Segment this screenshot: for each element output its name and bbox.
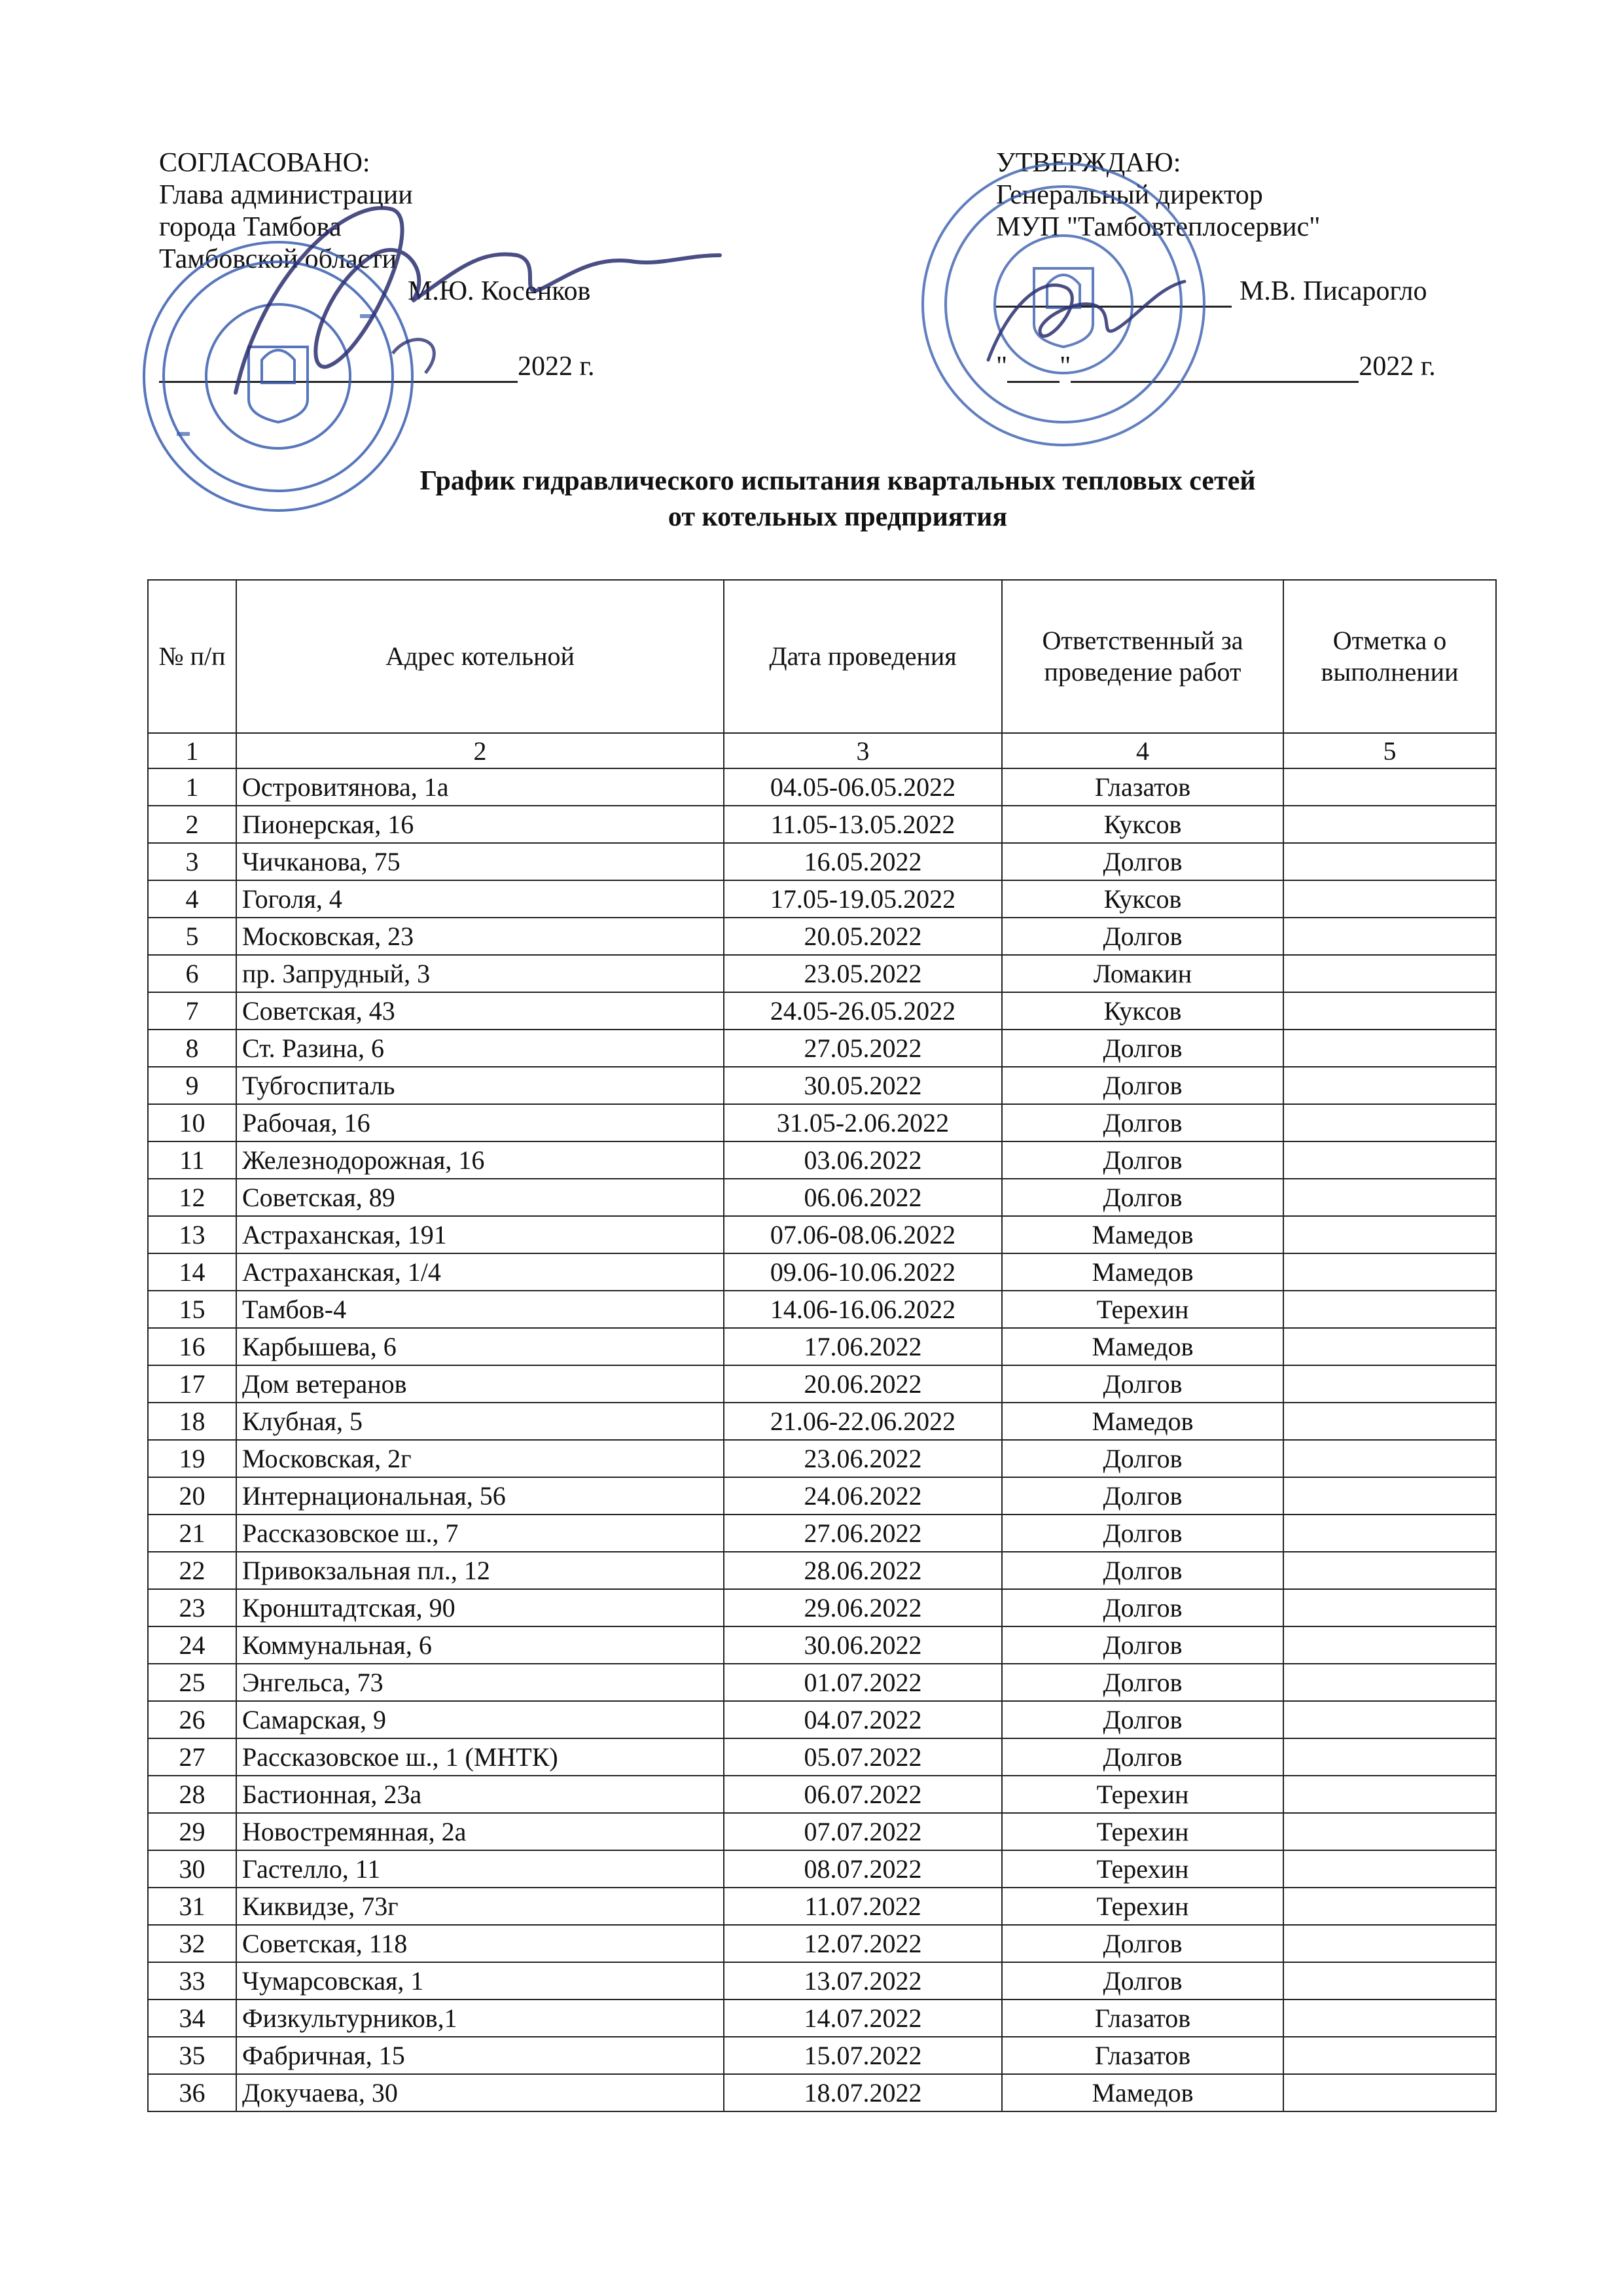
row-address-cell: Докучаева, 30: [236, 2074, 724, 2111]
row-address-cell: Гастелло, 11: [236, 1850, 724, 1888]
table-row: [148, 1477, 1496, 1515]
row-number-cell: 31: [148, 1888, 236, 1925]
row-number-cell: 33: [148, 1962, 236, 2000]
confirmation-date-prefix: ": [996, 351, 1008, 382]
row-mark-cell: [1283, 1291, 1496, 1328]
row-responsible-cell: Долгов: [1002, 1701, 1283, 1738]
table-row: [148, 1515, 1496, 1552]
row-address-cell: Фабричная, 15: [236, 2037, 724, 2074]
row-responsible-cell: Долгов: [1002, 1925, 1283, 1962]
confirmation-position-line1: Генеральный директор: [996, 180, 1263, 210]
confirmation-heading: УТВЕРЖДАЮ:: [996, 148, 1181, 178]
table-row: [148, 1738, 1496, 1776]
table-row: [148, 918, 1496, 955]
row-responsible-cell: Долгов: [1002, 1365, 1283, 1403]
row-address-cell: Новостремянная, 2а: [236, 1813, 724, 1850]
row-date-cell: 07.07.2022: [724, 1813, 1002, 1850]
row-responsible-cell: Терехин: [1002, 1850, 1283, 1888]
row-date-cell: 16.05.2022: [724, 843, 1002, 880]
table-row: [148, 1403, 1496, 1440]
table-row: [148, 1626, 1496, 1664]
row-address-cell: Рабочая, 16: [236, 1104, 724, 1141]
row-address-cell: Коммунальная, 6: [236, 1626, 724, 1664]
table-row: [148, 1291, 1496, 1328]
row-responsible-cell: Долгов: [1002, 918, 1283, 955]
table-row: [148, 1104, 1496, 1141]
confirmation-date-mid: ": [1060, 351, 1071, 382]
row-mark-cell: [1283, 1552, 1496, 1589]
row-address-cell: Чумарсовская, 1: [236, 1962, 724, 2000]
row-number-cell: 35: [148, 2037, 236, 2074]
row-mark-cell: [1283, 1515, 1496, 1552]
confirmation-position-line2: МУП "Тамбовтеплосервис": [996, 212, 1321, 242]
row-mark-cell: [1283, 806, 1496, 843]
table-row: [148, 1216, 1496, 1253]
table-row: [148, 1664, 1496, 1701]
row-responsible-cell: Куксов: [1002, 880, 1283, 918]
header-date: Дата проведения: [724, 580, 1002, 733]
row-address-cell: Советская, 118: [236, 1925, 724, 1962]
row-number-cell: 4: [148, 880, 236, 918]
row-address-cell: Физкультурников,1: [236, 2000, 724, 2037]
row-date-cell: 06.07.2022: [724, 1776, 1002, 1813]
approval-heading: СОГЛАСОВАНО:: [159, 148, 370, 178]
row-responsible-cell: Глазатов: [1002, 768, 1283, 806]
row-date-cell: 17.06.2022: [724, 1328, 1002, 1365]
row-number-cell: 8: [148, 1030, 236, 1067]
row-responsible-cell: Долгов: [1002, 1141, 1283, 1179]
row-address-cell: Пионерская, 16: [236, 806, 724, 843]
row-date-cell: 17.05-19.05.2022: [724, 880, 1002, 918]
title-line1: График гидравлического испытания квартальных тепловых сетей: [419, 466, 1256, 496]
approval-date-suffix: 2022 г.: [518, 351, 595, 382]
row-responsible-cell: Долгов: [1002, 843, 1283, 880]
row-date-cell: 27.06.2022: [724, 1515, 1002, 1552]
row-address-cell: Интернациональная, 56: [236, 1477, 724, 1515]
column-number-3: 3: [724, 733, 1002, 768]
row-address-cell: Дом ветеранов: [236, 1365, 724, 1403]
row-responsible-cell: Долгов: [1002, 1515, 1283, 1552]
header-number: № п/п: [148, 580, 236, 733]
row-mark-cell: [1283, 1179, 1496, 1216]
row-mark-cell: [1283, 1664, 1496, 1701]
header-mark: Отметка о выполнении: [1283, 580, 1496, 733]
row-address-cell: Чичканова, 75: [236, 843, 724, 880]
row-date-cell: 11.07.2022: [724, 1888, 1002, 1925]
row-date-cell: 21.06-22.06.2022: [724, 1403, 1002, 1440]
row-date-cell: 15.07.2022: [724, 2037, 1002, 2074]
row-number-cell: 1: [148, 768, 236, 806]
row-date-cell: 24.05-26.05.2022: [724, 992, 1002, 1030]
approval-position-line3: Тамбовской области: [159, 244, 397, 274]
approval-position-line2: города Тамбова: [159, 212, 342, 242]
row-address-cell: Астраханская, 1/4: [236, 1253, 724, 1291]
row-address-cell: Самарская, 9: [236, 1701, 724, 1738]
row-address-cell: Гоголя, 4: [236, 880, 724, 918]
table-row: [148, 1850, 1496, 1888]
row-number-cell: 20: [148, 1477, 236, 1515]
table-column-numbers-row: [148, 733, 1496, 768]
table-row: [148, 1701, 1496, 1738]
row-responsible-cell: Долгов: [1002, 1477, 1283, 1515]
row-responsible-cell: Долгов: [1002, 1664, 1283, 1701]
row-responsible-cell: Терехин: [1002, 1813, 1283, 1850]
row-responsible-cell: Долгов: [1002, 1440, 1283, 1477]
row-mark-cell: [1283, 1253, 1496, 1291]
table-row: [148, 1067, 1496, 1104]
table-row: [148, 2037, 1496, 2074]
row-mark-cell: [1283, 1440, 1496, 1477]
row-responsible-cell: Терехин: [1002, 1888, 1283, 1925]
row-date-cell: 09.06-10.06.2022: [724, 1253, 1002, 1291]
row-number-cell: 30: [148, 1850, 236, 1888]
row-number-cell: 24: [148, 1626, 236, 1664]
row-number-cell: 6: [148, 955, 236, 992]
row-number-cell: 7: [148, 992, 236, 1030]
column-number-5: 5: [1283, 733, 1496, 768]
row-address-cell: Рассказовское ш., 7: [236, 1515, 724, 1552]
row-number-cell: 36: [148, 2074, 236, 2111]
approval-signer: М.Ю. Косенков: [408, 276, 591, 306]
row-date-cell: 29.06.2022: [724, 1589, 1002, 1626]
row-responsible-cell: Долгов: [1002, 1738, 1283, 1776]
row-responsible-cell: Долгов: [1002, 1067, 1283, 1104]
table-row: [148, 806, 1496, 843]
table-row: [148, 1253, 1496, 1291]
row-date-cell: 14.06-16.06.2022: [724, 1291, 1002, 1328]
row-mark-cell: [1283, 1141, 1496, 1179]
row-date-cell: 06.06.2022: [724, 1179, 1002, 1216]
row-date-cell: 14.07.2022: [724, 2000, 1002, 2037]
row-date-cell: 23.06.2022: [724, 1440, 1002, 1477]
row-date-cell: 08.07.2022: [724, 1850, 1002, 1888]
header-responsible: Ответственный за проведение работ: [1002, 580, 1283, 733]
row-date-cell: 13.07.2022: [724, 1962, 1002, 2000]
column-number-1: 1: [148, 733, 236, 768]
row-responsible-cell: Куксов: [1002, 806, 1283, 843]
row-responsible-cell: Долгов: [1002, 1030, 1283, 1067]
row-responsible-cell: Куксов: [1002, 992, 1283, 1030]
row-number-cell: 26: [148, 1701, 236, 1738]
row-mark-cell: [1283, 1216, 1496, 1253]
row-number-cell: 13: [148, 1216, 236, 1253]
row-address-cell: Клубная, 5: [236, 1403, 724, 1440]
row-responsible-cell: Глазатов: [1002, 2000, 1283, 2037]
row-number-cell: 2: [148, 806, 236, 843]
table-row: [148, 2000, 1496, 2037]
row-number-cell: 14: [148, 1253, 236, 1291]
row-date-cell: 11.05-13.05.2022: [724, 806, 1002, 843]
row-mark-cell: [1283, 1962, 1496, 2000]
row-responsible-cell: Долгов: [1002, 1626, 1283, 1664]
table-row: [148, 1440, 1496, 1477]
row-number-cell: 10: [148, 1104, 236, 1141]
row-responsible-cell: Долгов: [1002, 1962, 1283, 2000]
row-date-cell: 03.06.2022: [724, 1141, 1002, 1179]
table-row: [148, 955, 1496, 992]
row-date-cell: 24.06.2022: [724, 1477, 1002, 1515]
title-line2: от котельных предприятия: [668, 502, 1008, 532]
table-row: [148, 768, 1496, 806]
row-date-cell: 05.07.2022: [724, 1738, 1002, 1776]
row-number-cell: 29: [148, 1813, 236, 1850]
row-date-cell: 28.06.2022: [724, 1552, 1002, 1589]
row-date-cell: 01.07.2022: [724, 1664, 1002, 1701]
row-number-cell: 28: [148, 1776, 236, 1813]
row-responsible-cell: Терехин: [1002, 1291, 1283, 1328]
row-mark-cell: [1283, 1850, 1496, 1888]
schedule-table: [147, 579, 1497, 2112]
row-date-cell: 20.05.2022: [724, 918, 1002, 955]
row-mark-cell: [1283, 992, 1496, 1030]
row-number-cell: 34: [148, 2000, 236, 2037]
row-number-cell: 22: [148, 1552, 236, 1589]
row-mark-cell: [1283, 1589, 1496, 1626]
row-number-cell: 25: [148, 1664, 236, 1701]
row-responsible-cell: Мамедов: [1002, 2074, 1283, 2111]
row-date-cell: 20.06.2022: [724, 1365, 1002, 1403]
table-row: [148, 1179, 1496, 1216]
table-row: [148, 843, 1496, 880]
row-mark-cell: [1283, 1403, 1496, 1440]
row-number-cell: 21: [148, 1515, 236, 1552]
row-address-cell: Кронштадтская, 90: [236, 1589, 724, 1626]
table-row: [148, 2074, 1496, 2111]
row-address-cell: Энгельса, 73: [236, 1664, 724, 1701]
row-responsible-cell: Ломакин: [1002, 955, 1283, 992]
row-responsible-cell: Долгов: [1002, 1589, 1283, 1626]
confirmation-signer: М.В. Писарогло: [1240, 276, 1427, 306]
row-mark-cell: [1283, 1813, 1496, 1850]
row-mark-cell: [1283, 880, 1496, 918]
table-row: [148, 1776, 1496, 1813]
table-row: [148, 1365, 1496, 1403]
row-number-cell: 32: [148, 1925, 236, 1962]
row-number-cell: 18: [148, 1403, 236, 1440]
row-mark-cell: [1283, 768, 1496, 806]
row-address-cell: Советская, 89: [236, 1179, 724, 1216]
right-signature: [969, 249, 1204, 380]
table-row: [148, 1589, 1496, 1626]
left-signature: [177, 157, 766, 458]
row-address-cell: Тубгоспиталь: [236, 1067, 724, 1104]
row-number-cell: 12: [148, 1179, 236, 1216]
row-mark-cell: [1283, 1701, 1496, 1738]
row-address-cell: Рассказовское ш., 1 (МНТК): [236, 1738, 724, 1776]
row-date-cell: 04.07.2022: [724, 1701, 1002, 1738]
row-address-cell: Привокзальная пл., 12: [236, 1552, 724, 1589]
row-mark-cell: [1283, 1328, 1496, 1365]
row-mark-cell: [1283, 843, 1496, 880]
row-responsible-cell: Долгов: [1002, 1104, 1283, 1141]
row-mark-cell: [1283, 1477, 1496, 1515]
row-mark-cell: [1283, 1067, 1496, 1104]
row-number-cell: 11: [148, 1141, 236, 1179]
row-address-cell: Московская, 23: [236, 918, 724, 955]
row-address-cell: Островитянова, 1а: [236, 768, 724, 806]
row-date-cell: 12.07.2022: [724, 1925, 1002, 1962]
table-row: [148, 1030, 1496, 1067]
column-number-4: 4: [1002, 733, 1283, 768]
table-row: [148, 1141, 1496, 1179]
row-mark-cell: [1283, 918, 1496, 955]
row-responsible-cell: Долгов: [1002, 1552, 1283, 1589]
row-date-cell: 07.06-08.06.2022: [724, 1216, 1002, 1253]
row-address-cell: Тамбов-4: [236, 1291, 724, 1328]
table-row: [148, 992, 1496, 1030]
row-responsible-cell: Глазатов: [1002, 2037, 1283, 2074]
row-mark-cell: [1283, 2037, 1496, 2074]
row-number-cell: 17: [148, 1365, 236, 1403]
table-body: [148, 768, 1496, 2111]
row-date-cell: 31.05-2.06.2022: [724, 1104, 1002, 1141]
row-date-cell: 27.05.2022: [724, 1030, 1002, 1067]
row-number-cell: 5: [148, 918, 236, 955]
table-row: [148, 1888, 1496, 1925]
table-row: [148, 880, 1496, 918]
row-address-cell: Московская, 2г: [236, 1440, 724, 1477]
confirmation-date-suffix: 2022 г.: [1359, 351, 1436, 382]
row-responsible-cell: Мамедов: [1002, 1253, 1283, 1291]
row-responsible-cell: Мамедов: [1002, 1328, 1283, 1365]
table-row: [148, 1962, 1496, 2000]
row-responsible-cell: Долгов: [1002, 1179, 1283, 1216]
row-mark-cell: [1283, 1104, 1496, 1141]
column-number-2: 2: [236, 733, 724, 768]
row-mark-cell: [1283, 1888, 1496, 1925]
row-address-cell: Советская, 43: [236, 992, 724, 1030]
row-mark-cell: [1283, 1738, 1496, 1776]
row-address-cell: пр. Запрудный, 3: [236, 955, 724, 992]
row-number-cell: 23: [148, 1589, 236, 1626]
row-address-cell: Киквидзе, 73г: [236, 1888, 724, 1925]
row-number-cell: 3: [148, 843, 236, 880]
table-row: [148, 1328, 1496, 1365]
row-responsible-cell: Мамедов: [1002, 1216, 1283, 1253]
row-mark-cell: [1283, 1365, 1496, 1403]
row-address-cell: Бастионная, 23а: [236, 1776, 724, 1813]
row-number-cell: 16: [148, 1328, 236, 1365]
row-mark-cell: [1283, 1626, 1496, 1664]
row-date-cell: 04.05-06.05.2022: [724, 768, 1002, 806]
row-mark-cell: [1283, 1776, 1496, 1813]
row-date-cell: 30.06.2022: [724, 1626, 1002, 1664]
row-address-cell: Железнодорожная, 16: [236, 1141, 724, 1179]
table-row: [148, 1813, 1496, 1850]
table-header-row: [148, 580, 1496, 733]
row-mark-cell: [1283, 2074, 1496, 2111]
row-mark-cell: [1283, 2000, 1496, 2037]
row-address-cell: Ст. Разина, 6: [236, 1030, 724, 1067]
row-responsible-cell: Мамедов: [1002, 1403, 1283, 1440]
table-row: [148, 1552, 1496, 1589]
row-number-cell: 27: [148, 1738, 236, 1776]
row-address-cell: Астраханская, 191: [236, 1216, 724, 1253]
row-mark-cell: [1283, 1030, 1496, 1067]
row-date-cell: 30.05.2022: [724, 1067, 1002, 1104]
row-number-cell: 19: [148, 1440, 236, 1477]
row-responsible-cell: Терехин: [1002, 1776, 1283, 1813]
row-mark-cell: [1283, 1925, 1496, 1962]
row-mark-cell: [1283, 955, 1496, 992]
table-row: [148, 1925, 1496, 1962]
row-address-cell: Карбышева, 6: [236, 1328, 724, 1365]
row-number-cell: 9: [148, 1067, 236, 1104]
row-date-cell: 23.05.2022: [724, 955, 1002, 992]
row-number-cell: 15: [148, 1291, 236, 1328]
header-address: Адрес котельной: [236, 580, 724, 733]
approval-position-line1: Глава администрации: [159, 180, 413, 210]
document-title: [131, 463, 1544, 535]
row-date-cell: 18.07.2022: [724, 2074, 1002, 2111]
